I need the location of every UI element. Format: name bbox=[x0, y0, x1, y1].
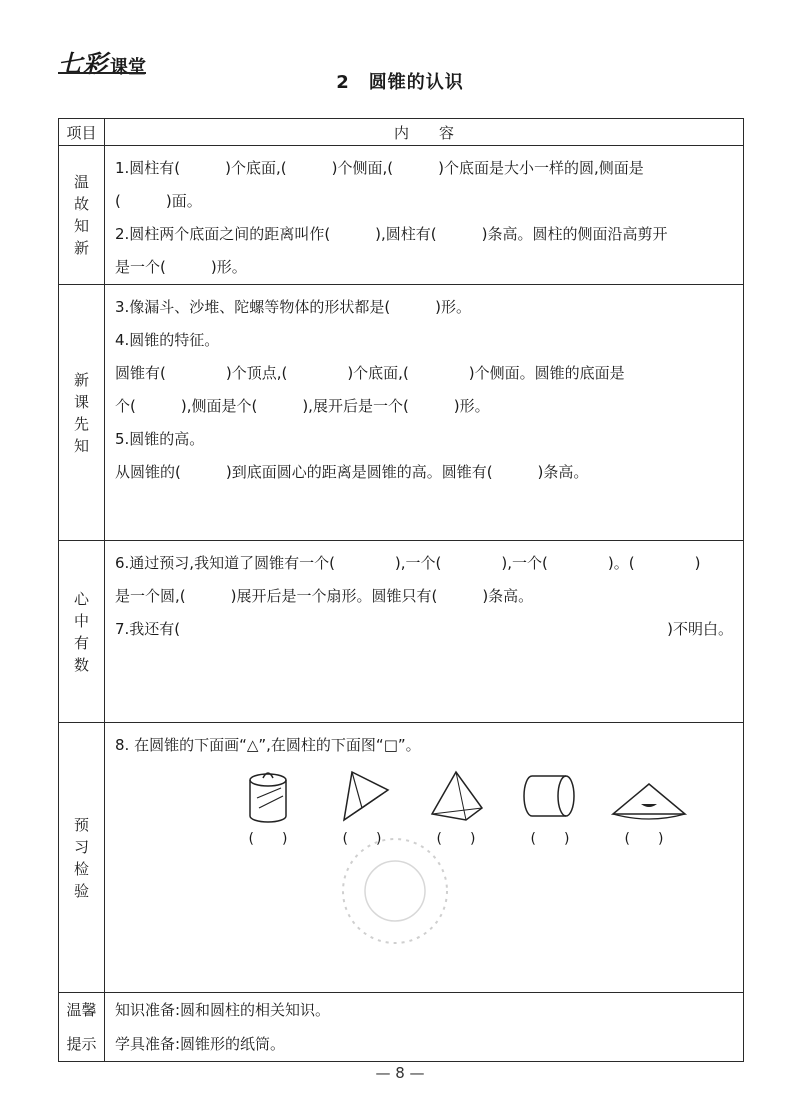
section-label: 心中有数 bbox=[73, 589, 89, 674]
content-line: ( )面。 bbox=[115, 192, 202, 210]
shape-item bbox=[327, 768, 397, 848]
shape-item bbox=[421, 768, 491, 848]
tip-line: 知识准备:圆和圆柱的相关知识。 bbox=[115, 1001, 331, 1019]
content-line-split bbox=[115, 613, 733, 646]
page-title: 2 圆锥的认识 bbox=[336, 72, 464, 93]
content-line: 6.通过预习,我知道了圆锥有一个( ),一个( ),一个( )。( ) bbox=[115, 554, 701, 572]
header-item: 项目 bbox=[59, 119, 105, 146]
answer-paren[interactable]: ( ) bbox=[436, 831, 476, 847]
answer-paren[interactable]: ( ) bbox=[342, 831, 382, 847]
section-summary bbox=[59, 541, 744, 723]
brand-script: 七彩 bbox=[58, 49, 108, 78]
section-label: 预习检验 bbox=[73, 815, 89, 900]
lesson-table bbox=[58, 118, 744, 1062]
tip-line: 学具准备:圆锥形的纸筒。 bbox=[115, 1035, 286, 1053]
tilted-cone-icon bbox=[332, 768, 392, 824]
content-line: 从圆锥的( )到底面圆心的距离是圆锥的高。圆锥有( )条高。 bbox=[115, 463, 589, 481]
page-number: — 8 — bbox=[375, 1064, 425, 1082]
section-label: 温故知新 bbox=[73, 173, 89, 257]
section-label: 新课先知 bbox=[73, 370, 89, 455]
content-line: 2.圆柱两个底面之间的距离叫作( ),圆柱有( )条高。圆柱的侧面沿高剪开 bbox=[115, 225, 668, 243]
content-line: 是一个圆,( )展开后是一个扇形。圆锥只有( )条高。 bbox=[115, 587, 534, 605]
section-review bbox=[59, 146, 744, 285]
cylinder-gift-icon bbox=[243, 768, 293, 824]
content-line: 1.圆柱有( )个底面,( )个侧面,( )个底面是大小一样的圆,侧面是 bbox=[115, 159, 644, 177]
content-line: 4.圆锥的特征。 bbox=[115, 331, 220, 349]
section-preview bbox=[59, 285, 744, 541]
pyramid-icon bbox=[426, 768, 486, 824]
content-line: 5.圆锥的高。 bbox=[115, 430, 205, 448]
brand-word: 课堂 bbox=[110, 57, 146, 78]
content-line: 圆锥有( )个顶点,( )个底面,( )个侧面。圆锥的底面是 bbox=[115, 364, 625, 382]
content-line: 是一个( )形。 bbox=[115, 258, 247, 276]
content-line: 3.像漏斗、沙堆、陀螺等物体的形状都是( )形。 bbox=[115, 298, 472, 316]
shape-row bbox=[105, 768, 743, 848]
answer-paren[interactable]: ( ) bbox=[624, 831, 664, 847]
content-line: 个( ),侧面是个( ),展开后是一个( )形。 bbox=[115, 397, 490, 415]
answer-paren[interactable]: ( ) bbox=[530, 831, 570, 847]
content-line: )不明白。 bbox=[667, 620, 733, 638]
question-line: 8. 在圆锥的下面画“△”,在圆柱的下面图“□”。 bbox=[115, 736, 421, 754]
table-header-row bbox=[59, 119, 744, 146]
content-line: 7.我还有( bbox=[115, 620, 181, 638]
shape-item bbox=[515, 768, 585, 848]
section-label-bottom: 提示 bbox=[66, 1035, 97, 1053]
section-check bbox=[59, 723, 744, 993]
header-content: 内 容 bbox=[105, 119, 744, 146]
flat-cone-hat-icon bbox=[609, 768, 689, 824]
shape-item bbox=[609, 768, 679, 848]
section-tips bbox=[59, 993, 744, 1062]
horizontal-cylinder-icon bbox=[520, 768, 580, 824]
section-label-top: 温馨 bbox=[66, 1001, 97, 1019]
answer-paren[interactable]: ( ) bbox=[248, 831, 288, 847]
shape-item bbox=[233, 768, 303, 848]
